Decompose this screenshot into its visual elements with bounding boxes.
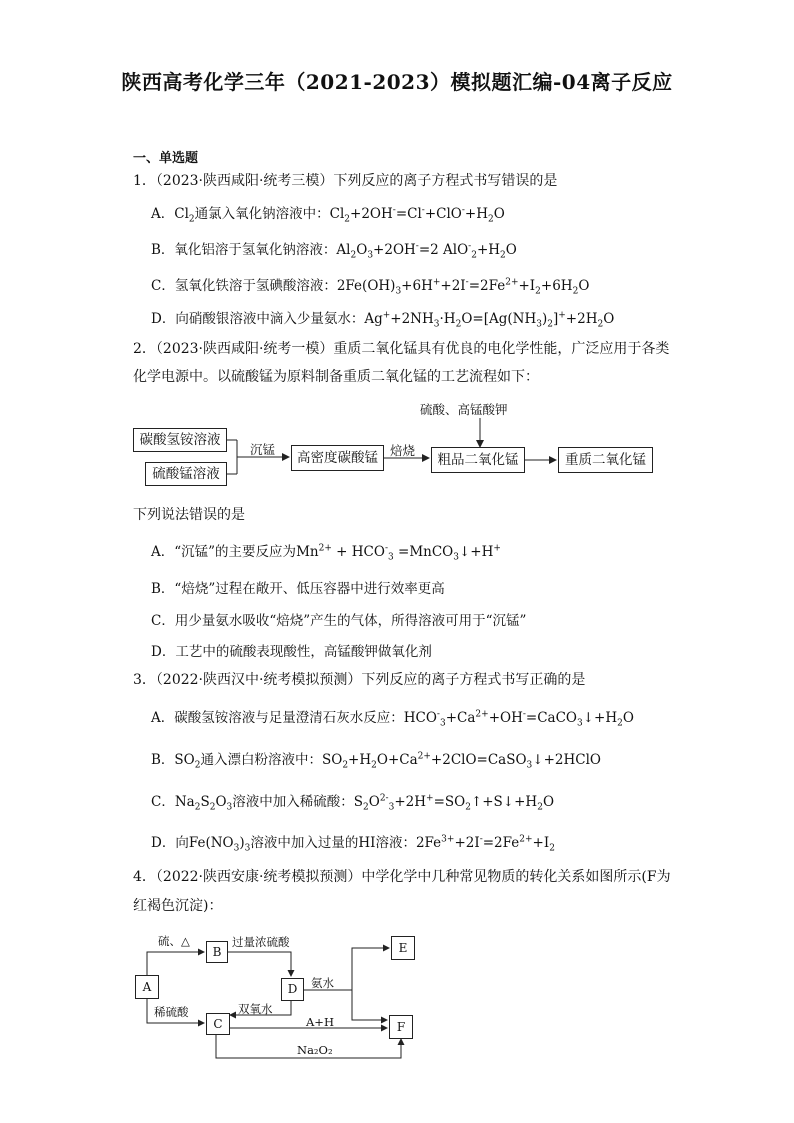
q1-option-d: D．向硝酸银溶液中滴入少量氨水：$Ag^++2NH_3\cdot H_2O=[Ag(NH_3)_2]^++2H_2O$ (151, 310, 615, 330)
question-3-stem: 3．（2022·陕西汉中·统考模拟预测）下列反应的离子方程式书写正确的是 (133, 672, 586, 688)
label-dilute-sulfuric: 稀硫酸 (154, 1005, 189, 1019)
flow-box-manganese-carbonate: 高密度碳酸锰 (291, 445, 384, 471)
q1-option-a: A．$Cl_2$通氯入氧化钠溶液中：$Cl_2+2OH^-=Cl^-+ClO^-+H_2O$ (151, 205, 505, 225)
section-heading: 一、单选题 (133, 151, 199, 166)
q2-option-c: C．用少量氨水吸收“焙烧”产生的气体，所得溶液可用于“沉锰” (151, 613, 527, 629)
question-2-prompt: 下列说法错误的是 (133, 507, 245, 523)
q2-option-d: D．工艺中的硫酸表现酸性，高锰酸钾做氧化剂 (151, 644, 432, 660)
flow-box-ammonium-bicarbonate: 碳酸氢铵溶液 (133, 428, 227, 452)
node-e: E (391, 936, 415, 960)
node-a: A (135, 975, 159, 999)
question-4-stem-line1: 4．（2022·陕西安康·统考模拟预测）中学化学中几种常见物质的转化关系如图所示(F为 (133, 869, 671, 885)
q2-option-b: B．“焙烧”过程在敞开、低压容器中进行效率更高 (151, 581, 445, 597)
q3-option-a: A．碳酸氢铵溶液与足量澄清石灰水反应：$HCO^-_3+Ca^{2+}+OH^-=CaCO_3↓+H_2O$ (151, 709, 634, 729)
q3-option-b: B．$SO_2$通入漂白粉溶液中：$SO_2+H_2O+Ca^{2+}+2ClO=CaSO_3↓+2HClO$ (151, 751, 601, 771)
flow-box-heavy-mno2: 重质二氧化锰 (558, 447, 653, 473)
node-c: C (206, 1013, 230, 1035)
label-a-plus-h: A+H (306, 1015, 334, 1029)
label-sodium-peroxide: Na₂O₂ (297, 1043, 333, 1057)
q1-option-b: B．氧化铝溶于氢氧化钠溶液：$Al_2O_3+2OH^-=2$ $AlO^-_2+H_2O$ (151, 241, 517, 261)
label-hydrogen-peroxide: 双氧水 (238, 1002, 273, 1016)
q2-option-a: A．“沉锰”的主要反应为$Mn^{2+} + HCO^-_3$ =MnCO$_3$↓+H+ (151, 543, 501, 563)
node-b: B (206, 941, 228, 963)
question-2-stem-line2: 化学电源中。以硫酸锰为原料制备重质二氧化锰的工艺流程如下： (133, 369, 539, 385)
node-d: D (281, 978, 304, 1001)
flow-step-roasting: 焙烧 (390, 443, 416, 458)
flow-box-manganese-sulfate: 硫酸锰溶液 (145, 462, 227, 486)
flow-step-precipitation: 沉锰 (250, 442, 276, 457)
label-sulfur-heat: 硫、△ (158, 934, 190, 948)
q3-option-d: D．向$Fe(NO_3)_3$溶液中加入过量的HI溶液：$2Fe^{3+}+2I^-=2Fe^{2+}+I_2$ (151, 834, 555, 854)
q1-option-c: C．氢氧化铁溶于氢碘酸溶液：$2Fe(OH)_3+6H^++2I^-=2Fe^{2+}+I_2+6H_2O$ (151, 277, 590, 297)
node-f: F (389, 1015, 413, 1039)
page-title: 陕西高考化学三年（2021-2023）模拟题汇编-04离子反应 (121, 70, 673, 94)
flow-box-crude-mno2: 粗品二氧化锰 (431, 447, 525, 473)
question-4-stem-line2: 红褐色沉淀)： (133, 898, 223, 914)
q3-option-c: C．$Na_2S_2O_3$溶液中加入稀硫酸：$S_2O^{2-}_3+2H^+=SO_2↑+S↓+H_2O$ (151, 793, 555, 813)
label-conc-sulfuric: 过量浓硫酸 (232, 935, 290, 949)
label-ammonia: 氨水 (311, 976, 334, 990)
question-2-stem-line1: 2．（2023·陕西咸阳·统考一模）重质二氧化锰具有优良的电化学性能，广泛应用于各类 (133, 341, 670, 357)
question-1-stem: 1．（2023·陕西咸阳·统考三模）下列反应的离子方程式书写错误的是 (133, 173, 558, 189)
flow-reagent-label: 硫酸、高锰酸钾 (420, 402, 508, 417)
